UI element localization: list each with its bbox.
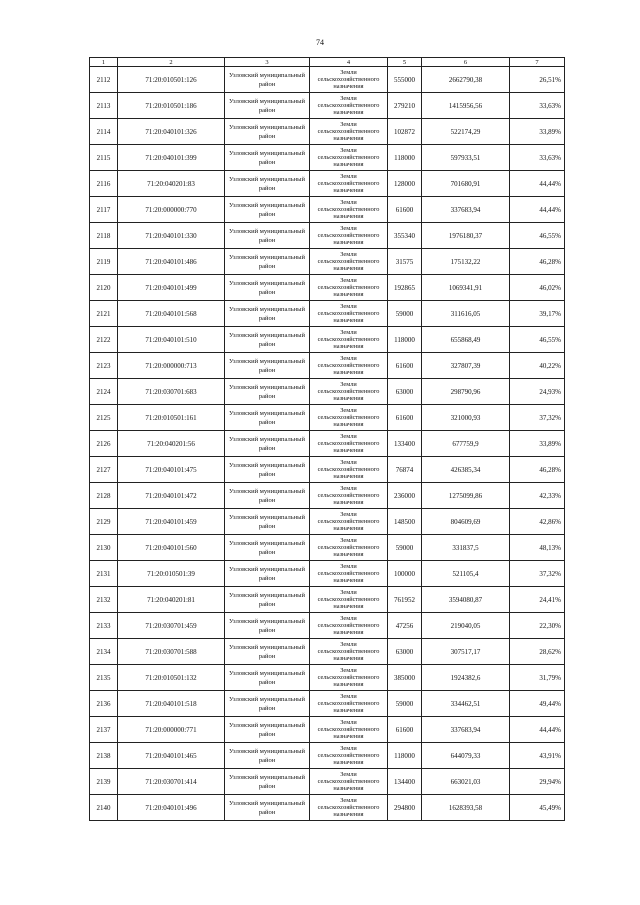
cadastral-value-cell: 307517,17 [422,639,510,665]
land-category-cell: Земли сельскохозяйственного назначения [310,717,388,743]
table-row [90,275,565,301]
area-cell: 385000 [388,665,422,691]
land-category-cell: Земли сельскохозяйственного назначения [310,509,388,535]
cadastral-value-cell: 1628393,58 [422,795,510,821]
cadastral-value-cell: 337683,94 [422,717,510,743]
table-row [90,457,565,483]
column-header: 1 [90,58,118,67]
district-cell: Узловский муниципальный район [225,223,310,249]
area-cell: 118000 [388,145,422,171]
percent-cell: 33,63% [510,93,565,119]
land-category-cell: Земли сельскохозяйственного назначения [310,301,388,327]
percent-cell: 28,62% [510,639,565,665]
area-cell: 133400 [388,431,422,457]
column-header: 7 [510,58,565,67]
area-cell: 59000 [388,691,422,717]
cadastral-number-cell: 71:20:040101:475 [118,457,225,483]
land-category-cell: Земли сельскохозяйственного назначения [310,405,388,431]
cadastral-number-cell: 71:20:040201:56 [118,431,225,457]
row-number-cell: 2133 [90,613,118,639]
district-cell: Узловский муниципальный район [225,639,310,665]
row-number-cell: 2115 [90,145,118,171]
percent-cell: 43,91% [510,743,565,769]
table-row [90,535,565,561]
area-cell: 61600 [388,717,422,743]
row-number-cell: 2140 [90,795,118,821]
land-category-cell: Земли сельскохозяйственного назначения [310,353,388,379]
area-cell: 355340 [388,223,422,249]
table-row [90,405,565,431]
percent-cell: 37,32% [510,561,565,587]
table-row [90,561,565,587]
percent-cell: 46,55% [510,327,565,353]
cadastral-number-cell: 71:20:000000:770 [118,197,225,223]
table-body [90,67,565,821]
cadastral-value-cell: 3594080,87 [422,587,510,613]
area-cell: 76874 [388,457,422,483]
percent-cell: 22,30% [510,613,565,639]
header-row [90,58,565,67]
row-number-cell: 2120 [90,275,118,301]
cadastral-number-cell: 71:20:040101:499 [118,275,225,301]
cadastral-number-cell: 71:20:040101:486 [118,249,225,275]
percent-cell: 46,55% [510,223,565,249]
cadastral-value-cell: 644079,33 [422,743,510,769]
district-cell: Узловский муниципальный район [225,171,310,197]
percent-cell: 44,44% [510,717,565,743]
cadastral-number-cell: 71:20:040101:510 [118,327,225,353]
percent-cell: 44,44% [510,171,565,197]
area-cell: 61600 [388,197,422,223]
district-cell: Узловский муниципальный район [225,275,310,301]
table-row [90,353,565,379]
cadastral-value-cell: 655868,49 [422,327,510,353]
cadastral-value-cell: 1976180,37 [422,223,510,249]
area-cell: 59000 [388,301,422,327]
table-row [90,717,565,743]
cadastral-number-cell: 71:20:000000:771 [118,717,225,743]
cadastral-value-cell: 327807,39 [422,353,510,379]
area-cell: 61600 [388,353,422,379]
land-category-cell: Земли сельскохозяйственного назначения [310,327,388,353]
cadastral-number-cell: 71:20:040101:465 [118,743,225,769]
column-header: 5 [388,58,422,67]
row-number-cell: 2129 [90,509,118,535]
row-number-cell: 2136 [90,691,118,717]
area-cell: 279210 [388,93,422,119]
row-number-cell: 2119 [90,249,118,275]
land-category-cell: Земли сельскохозяйственного назначения [310,665,388,691]
row-number-cell: 2118 [90,223,118,249]
area-cell: 61600 [388,405,422,431]
percent-cell: 48,13% [510,535,565,561]
cadastral-number-cell: 71:20:040101:518 [118,691,225,717]
percent-cell: 24,93% [510,379,565,405]
cadastral-value-cell: 331837,5 [422,535,510,561]
cadastral-value-cell: 334462,51 [422,691,510,717]
row-number-cell: 2112 [90,67,118,93]
cadastral-value-cell: 321000,93 [422,405,510,431]
district-cell: Узловский муниципальный район [225,535,310,561]
land-category-cell: Земли сельскохозяйственного назначения [310,639,388,665]
percent-cell: 37,32% [510,405,565,431]
area-cell: 236000 [388,483,422,509]
row-number-cell: 2131 [90,561,118,587]
row-number-cell: 2137 [90,717,118,743]
district-cell: Узловский муниципальный район [225,67,310,93]
area-cell: 148500 [388,509,422,535]
row-number-cell: 2135 [90,665,118,691]
row-number-cell: 2124 [90,379,118,405]
cadastral-value-cell: 426385,34 [422,457,510,483]
table-row [90,67,565,93]
table-row [90,431,565,457]
cadastral-number-cell: 71:20:030701:683 [118,379,225,405]
row-number-cell: 2121 [90,301,118,327]
district-cell: Узловский муниципальный район [225,691,310,717]
column-header: 6 [422,58,510,67]
row-number-cell: 2132 [90,587,118,613]
percent-cell: 45,49% [510,795,565,821]
row-number-cell: 2138 [90,743,118,769]
cadastral-value-cell: 311616,05 [422,301,510,327]
table-row [90,119,565,145]
cadastral-number-cell: 71:20:010501:39 [118,561,225,587]
table-row [90,691,565,717]
district-cell: Узловский муниципальный район [225,93,310,119]
cadastral-number-cell: 71:20:040101:330 [118,223,225,249]
district-cell: Узловский муниципальный район [225,769,310,795]
table-row [90,301,565,327]
cadastral-value-cell: 2662790,38 [422,67,510,93]
area-cell: 192865 [388,275,422,301]
district-cell: Узловский муниципальный район [225,743,310,769]
district-cell: Узловский муниципальный район [225,483,310,509]
row-number-cell: 2126 [90,431,118,457]
area-cell: 47256 [388,613,422,639]
table-row [90,613,565,639]
percent-cell: 40,22% [510,353,565,379]
row-number-cell: 2122 [90,327,118,353]
cadastral-value-cell: 219040,05 [422,613,510,639]
cadastral-value-cell: 1924382,6 [422,665,510,691]
land-valuation-table [89,57,565,821]
page-number: 74 [316,38,324,47]
row-number-cell: 2130 [90,535,118,561]
table-row [90,483,565,509]
area-cell: 63000 [388,639,422,665]
district-cell: Узловский муниципальный район [225,145,310,171]
district-cell: Узловский муниципальный район [225,795,310,821]
cadastral-number-cell: 71:20:040101:326 [118,119,225,145]
district-cell: Узловский муниципальный район [225,353,310,379]
land-category-cell: Земли сельскохозяйственного назначения [310,431,388,457]
district-cell: Узловский муниципальный район [225,665,310,691]
cadastral-value-cell: 701680,91 [422,171,510,197]
land-category-cell: Земли сельскохозяйственного назначения [310,483,388,509]
row-number-cell: 2113 [90,93,118,119]
area-cell: 555000 [388,67,422,93]
land-category-cell: Земли сельскохозяйственного назначения [310,119,388,145]
table-row [90,145,565,171]
district-cell: Узловский муниципальный район [225,613,310,639]
table-row [90,587,565,613]
district-cell: Узловский муниципальный район [225,119,310,145]
table-row [90,249,565,275]
area-cell: 102872 [388,119,422,145]
column-header: 2 [118,58,225,67]
cadastral-value-cell: 663021,03 [422,769,510,795]
cadastral-number-cell: 71:20:040201:81 [118,587,225,613]
cadastral-number-cell: 71:20:040101:459 [118,509,225,535]
cadastral-value-cell: 1415956,56 [422,93,510,119]
land-category-cell: Земли сельскохозяйственного назначения [310,93,388,119]
area-cell: 31575 [388,249,422,275]
row-number-cell: 2128 [90,483,118,509]
row-number-cell: 2139 [90,769,118,795]
land-category-cell: Земли сельскохозяйственного назначения [310,145,388,171]
district-cell: Узловский муниципальный район [225,431,310,457]
percent-cell: 46,28% [510,457,565,483]
land-category-cell: Земли сельскохозяйственного назначения [310,457,388,483]
percent-cell: 29,94% [510,769,565,795]
area-cell: 100000 [388,561,422,587]
cadastral-number-cell: 71:20:040101:496 [118,795,225,821]
area-cell: 761952 [388,587,422,613]
land-category-cell: Земли сельскохозяйственного назначения [310,691,388,717]
row-number-cell: 2114 [90,119,118,145]
percent-cell: 33,89% [510,119,565,145]
land-category-cell: Земли сельскохозяйственного назначения [310,561,388,587]
cadastral-value-cell: 1069341,91 [422,275,510,301]
land-category-cell: Земли сельскохозяйственного назначения [310,275,388,301]
area-cell: 59000 [388,535,422,561]
district-cell: Узловский муниципальный район [225,197,310,223]
cadastral-value-cell: 522174,29 [422,119,510,145]
district-cell: Узловский муниципальный район [225,405,310,431]
cadastral-value-cell: 597933,51 [422,145,510,171]
cadastral-value-cell: 175132,22 [422,249,510,275]
table-row [90,665,565,691]
cadastral-value-cell: 521105,4 [422,561,510,587]
land-category-cell: Земли сельскохозяйственного назначения [310,795,388,821]
row-number-cell: 2123 [90,353,118,379]
district-cell: Узловский муниципальный район [225,587,310,613]
area-cell: 118000 [388,327,422,353]
table-row [90,769,565,795]
percent-cell: 49,44% [510,691,565,717]
area-cell: 294800 [388,795,422,821]
cadastral-value-cell: 804609,69 [422,509,510,535]
table-row [90,327,565,353]
land-category-cell: Земли сельскохозяйственного назначения [310,743,388,769]
percent-cell: 33,63% [510,145,565,171]
column-header: 3 [225,58,310,67]
row-number-cell: 2125 [90,405,118,431]
table-row [90,171,565,197]
percent-cell: 31,79% [510,665,565,691]
district-cell: Узловский муниципальный район [225,457,310,483]
cadastral-value-cell: 1275099,86 [422,483,510,509]
land-category-cell: Земли сельскохозяйственного назначения [310,587,388,613]
district-cell: Узловский муниципальный район [225,249,310,275]
row-number-cell: 2134 [90,639,118,665]
cadastral-number-cell: 71:20:040101:472 [118,483,225,509]
percent-cell: 46,02% [510,275,565,301]
land-category-cell: Земли сельскохозяйственного назначения [310,223,388,249]
cadastral-number-cell: 71:20:030701:588 [118,639,225,665]
percent-cell: 44,44% [510,197,565,223]
cadastral-number-cell: 71:20:010501:186 [118,93,225,119]
cadastral-number-cell: 71:20:040101:399 [118,145,225,171]
area-cell: 118000 [388,743,422,769]
percent-cell: 46,28% [510,249,565,275]
table-row [90,743,565,769]
land-category-cell: Земли сельскохозяйственного назначения [310,67,388,93]
cadastral-value-cell: 677759,9 [422,431,510,457]
district-cell: Узловский муниципальный район [225,561,310,587]
table-row [90,379,565,405]
area-cell: 134400 [388,769,422,795]
area-cell: 128000 [388,171,422,197]
cadastral-number-cell: 71:20:030701:459 [118,613,225,639]
land-category-cell: Земли сельскохозяйственного назначения [310,613,388,639]
cadastral-value-cell: 298790,96 [422,379,510,405]
column-header: 4 [310,58,388,67]
land-category-cell: Земли сельскохозяйственного назначения [310,249,388,275]
percent-cell: 24,41% [510,587,565,613]
percent-cell: 39,17% [510,301,565,327]
table-row [90,223,565,249]
land-category-cell: Земли сельскохозяйственного назначения [310,379,388,405]
land-category-cell: Земли сельскохозяйственного назначения [310,535,388,561]
cadastral-number-cell: 71:20:040201:83 [118,171,225,197]
percent-cell: 26,51% [510,67,565,93]
table-row [90,639,565,665]
percent-cell: 33,89% [510,431,565,457]
cadastral-number-cell: 71:20:040101:568 [118,301,225,327]
row-number-cell: 2127 [90,457,118,483]
cadastral-number-cell: 71:20:010501:126 [118,67,225,93]
percent-cell: 42,86% [510,509,565,535]
row-number-cell: 2117 [90,197,118,223]
land-category-cell: Земли сельскохозяйственного назначения [310,769,388,795]
cadastral-number-cell: 71:20:010501:161 [118,405,225,431]
cadastral-value-cell: 337683,94 [422,197,510,223]
cadastral-number-cell: 71:20:000000:713 [118,353,225,379]
cadastral-number-cell: 71:20:040101:560 [118,535,225,561]
row-number-cell: 2116 [90,171,118,197]
percent-cell: 42,33% [510,483,565,509]
cadastral-number-cell: 71:20:030701:414 [118,769,225,795]
district-cell: Узловский муниципальный район [225,717,310,743]
land-category-cell: Земли сельскохозяйственного назначения [310,197,388,223]
table-row [90,93,565,119]
district-cell: Узловский муниципальный район [225,327,310,353]
land-category-cell: Земли сельскохозяйственного назначения [310,171,388,197]
cadastral-number-cell: 71:20:010501:132 [118,665,225,691]
table-row [90,795,565,821]
district-cell: Узловский муниципальный район [225,509,310,535]
area-cell: 63000 [388,379,422,405]
table-row [90,509,565,535]
district-cell: Узловский муниципальный район [225,379,310,405]
district-cell: Узловский муниципальный район [225,301,310,327]
table-row [90,197,565,223]
